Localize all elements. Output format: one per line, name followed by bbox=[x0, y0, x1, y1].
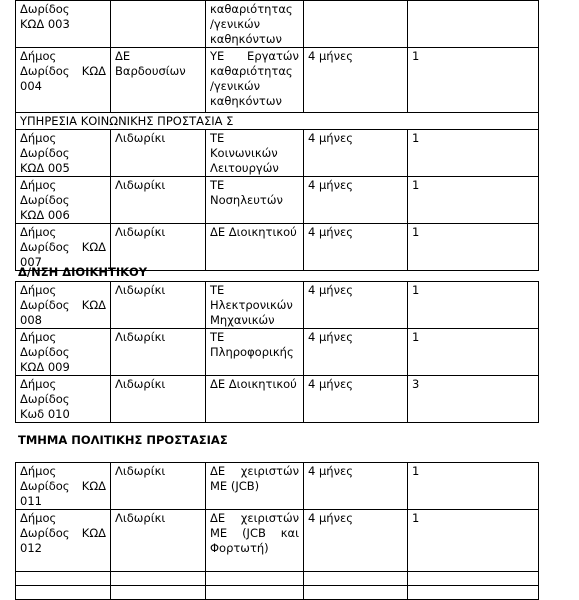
cell-line: ΚΩΔ 009 bbox=[20, 360, 70, 374]
table-row bbox=[16, 463, 539, 510]
section-row-social bbox=[16, 113, 539, 130]
cell-line: Δωρίδος ΚΩΔ bbox=[20, 240, 106, 254]
cell-line: 011 bbox=[20, 494, 42, 508]
cell-line: Δήμος bbox=[20, 49, 57, 63]
cell-line: Κωδ 010 bbox=[20, 407, 70, 421]
cell-line: Δωρίδος ΚΩΔ bbox=[20, 526, 106, 540]
cell-c3 bbox=[206, 376, 304, 423]
cell-c2 bbox=[111, 510, 206, 572]
table-row bbox=[16, 282, 539, 329]
cell-line: ΔΕ Διοικητικού bbox=[210, 225, 297, 239]
cell-line: Δήμος bbox=[20, 330, 57, 344]
cell-line: ΚΩΔ 006 bbox=[20, 208, 70, 222]
cell-c5: 1 bbox=[408, 48, 539, 113]
cell-line: ΤΕ bbox=[210, 283, 225, 297]
cell-c5: 1 bbox=[408, 329, 539, 376]
cell-c2 bbox=[111, 376, 206, 423]
cell-line: καθαριότητας bbox=[210, 64, 293, 78]
cell-c4: 4 μήνες bbox=[304, 463, 408, 510]
cell-c3 bbox=[206, 1, 304, 48]
cell-line: ΔΕ Διοικητικού bbox=[210, 377, 297, 391]
cell-c5: 1 bbox=[408, 463, 539, 510]
cell-line: ΜΕ (JCB) bbox=[210, 479, 260, 493]
positions-table-top bbox=[15, 0, 539, 271]
cell-line: Κοινωνικών bbox=[210, 146, 278, 160]
cell-c4: 4 μήνες bbox=[304, 48, 408, 113]
cell-c4: 4 μήνες bbox=[304, 329, 408, 376]
cell-line: Λειτουργών bbox=[210, 161, 279, 175]
table-row bbox=[16, 224, 539, 271]
cell-line: ΔΕ bbox=[115, 49, 131, 63]
cell-line: Δωρίδος bbox=[20, 146, 70, 160]
cell-c3 bbox=[206, 510, 304, 572]
cell-c3 bbox=[206, 224, 304, 271]
cell-line: Δωρίδος ΚΩΔ bbox=[20, 479, 106, 493]
cell-line: Λιδωρίκι bbox=[115, 464, 166, 478]
table-row bbox=[16, 510, 539, 572]
cell-line: Λιδωρίκι bbox=[115, 131, 166, 145]
cell-c1 bbox=[16, 48, 111, 113]
cell-line: ΥΕ Εργατών bbox=[210, 49, 299, 63]
section-heading-civil-protection: ΤΜΗΜΑ ΠΟΛΙΤΙΚΗΣ ΠΡΟΣΤΑΣΙΑΣ bbox=[18, 433, 228, 447]
cell-c3 bbox=[206, 329, 304, 376]
cell-c1 bbox=[16, 282, 111, 329]
cell-line: /γενικών bbox=[210, 17, 261, 31]
cell-c4: 4 μήνες bbox=[304, 224, 408, 271]
cell-c2 bbox=[111, 463, 206, 510]
cell-line: Δήμος bbox=[20, 511, 57, 525]
cell-c4: 4 μήνες bbox=[304, 130, 408, 177]
table-row bbox=[16, 1, 539, 48]
cell-c2 bbox=[111, 177, 206, 224]
cell-line: Λιδωρίκι bbox=[115, 178, 166, 192]
cell-c1 bbox=[16, 329, 111, 376]
cell-line: ΚΩΔ 003 bbox=[20, 17, 70, 31]
positions-table-administration bbox=[15, 281, 539, 423]
cell-c1 bbox=[16, 463, 111, 510]
cell-c2 bbox=[111, 1, 206, 48]
cell-line: Δήμος bbox=[20, 464, 57, 478]
cell-c5: 3 bbox=[408, 376, 539, 423]
cell-line: 004 bbox=[20, 79, 42, 93]
cell-line: καθηκόντων bbox=[210, 94, 282, 108]
cell-line: Λιδωρίκι bbox=[115, 377, 166, 391]
cell-c4 bbox=[304, 1, 408, 48]
cell-c2 bbox=[111, 224, 206, 271]
cell-line: Δωρίδος ΚΩΔ bbox=[20, 298, 106, 312]
cell-line: Νοσηλευτών bbox=[210, 193, 283, 207]
cell-c5 bbox=[408, 1, 539, 48]
cell-c1 bbox=[16, 510, 111, 572]
cell-line: /γενικών bbox=[210, 79, 261, 93]
cell-c5: 1 bbox=[408, 130, 539, 177]
cell-c4: 4 μήνες bbox=[304, 177, 408, 224]
empty-row bbox=[16, 586, 539, 600]
section-heading-administration: Δ/ΝΣΗ ΔΙΟΙΚΗΤΙΚΟΥ bbox=[18, 265, 148, 279]
table-row bbox=[16, 376, 539, 423]
cell-line: Πληροφορικής bbox=[210, 345, 294, 359]
cell-line: Μηχανικών bbox=[210, 313, 275, 327]
cell-c1 bbox=[16, 1, 111, 48]
cell-line: ΤΕ bbox=[210, 330, 225, 344]
cell-line: 012 bbox=[20, 541, 42, 555]
cell-c1 bbox=[16, 224, 111, 271]
cell-c5: 1 bbox=[408, 282, 539, 329]
cell-c5: 1 bbox=[408, 177, 539, 224]
cell-c3 bbox=[206, 177, 304, 224]
cell-line: Δωρίδος bbox=[20, 2, 70, 16]
cell-line: Δήμος bbox=[20, 178, 57, 192]
cell-c2 bbox=[111, 282, 206, 329]
cell-c1 bbox=[16, 177, 111, 224]
cell-line: Δωρίδος ΚΩΔ bbox=[20, 64, 106, 78]
empty-row bbox=[16, 572, 539, 586]
cell-line: Λιδωρίκι bbox=[115, 330, 166, 344]
cell-line: καθαριότητας bbox=[210, 2, 293, 16]
table-row bbox=[16, 177, 539, 224]
cell-line: Δήμος bbox=[20, 131, 57, 145]
cell-c3 bbox=[206, 463, 304, 510]
cell-line: Δωρίδος bbox=[20, 193, 70, 207]
cell-line: καθηκόντων bbox=[210, 32, 282, 46]
cell-c3 bbox=[206, 130, 304, 177]
cell-c4: 4 μήνες bbox=[304, 510, 408, 572]
cell-c5: 1 bbox=[408, 510, 539, 572]
cell-line: 008 bbox=[20, 313, 42, 327]
cell-line: Δήμος bbox=[20, 225, 57, 239]
section-label: ΥΠΗΡΕΣΙΑ ΚΟΙΝΩΝΙΚΗΣ ΠΡΟΣΤΑΣΙΑ Σ bbox=[16, 113, 539, 130]
cell-line: Δήμος bbox=[20, 377, 57, 391]
cell-c4: 4 μήνες bbox=[304, 282, 408, 329]
cell-line: ΤΕ bbox=[210, 178, 225, 192]
cell-c2 bbox=[111, 48, 206, 113]
cell-c3 bbox=[206, 48, 304, 113]
table-row bbox=[16, 329, 539, 376]
cell-line: ΔΕ χειριστών bbox=[210, 511, 299, 525]
cell-line: ΤΕ bbox=[210, 131, 225, 145]
cell-line: Δωρίδος bbox=[20, 345, 70, 359]
cell-line: Δωρίδος bbox=[20, 392, 70, 406]
cell-line: Βαρδουσίων bbox=[115, 64, 186, 78]
table-row bbox=[16, 130, 539, 177]
cell-c2 bbox=[111, 329, 206, 376]
table-row bbox=[16, 48, 539, 113]
cell-line: Λιδωρίκι bbox=[115, 511, 166, 525]
cell-c3 bbox=[206, 282, 304, 329]
cell-line: 007 bbox=[20, 255, 42, 269]
positions-table-civil-protection bbox=[15, 462, 539, 600]
cell-line: Φορτωτή) bbox=[210, 541, 269, 555]
cell-line: Λιδωρίκι bbox=[115, 283, 166, 297]
cell-line: Ηλεκτρονικών bbox=[210, 298, 293, 312]
cell-line: ΜΕ (JCB και bbox=[210, 526, 299, 540]
cell-c1 bbox=[16, 376, 111, 423]
cell-line: Λιδωρίκι bbox=[115, 225, 166, 239]
cell-c1 bbox=[16, 130, 111, 177]
cell-line: ΔΕ χειριστών bbox=[210, 464, 299, 478]
cell-c4: 4 μήνες bbox=[304, 376, 408, 423]
cell-c2 bbox=[111, 130, 206, 177]
cell-line: ΚΩΔ 005 bbox=[20, 161, 70, 175]
cell-c5: 1 bbox=[408, 224, 539, 271]
cell-line: Δήμος bbox=[20, 283, 57, 297]
